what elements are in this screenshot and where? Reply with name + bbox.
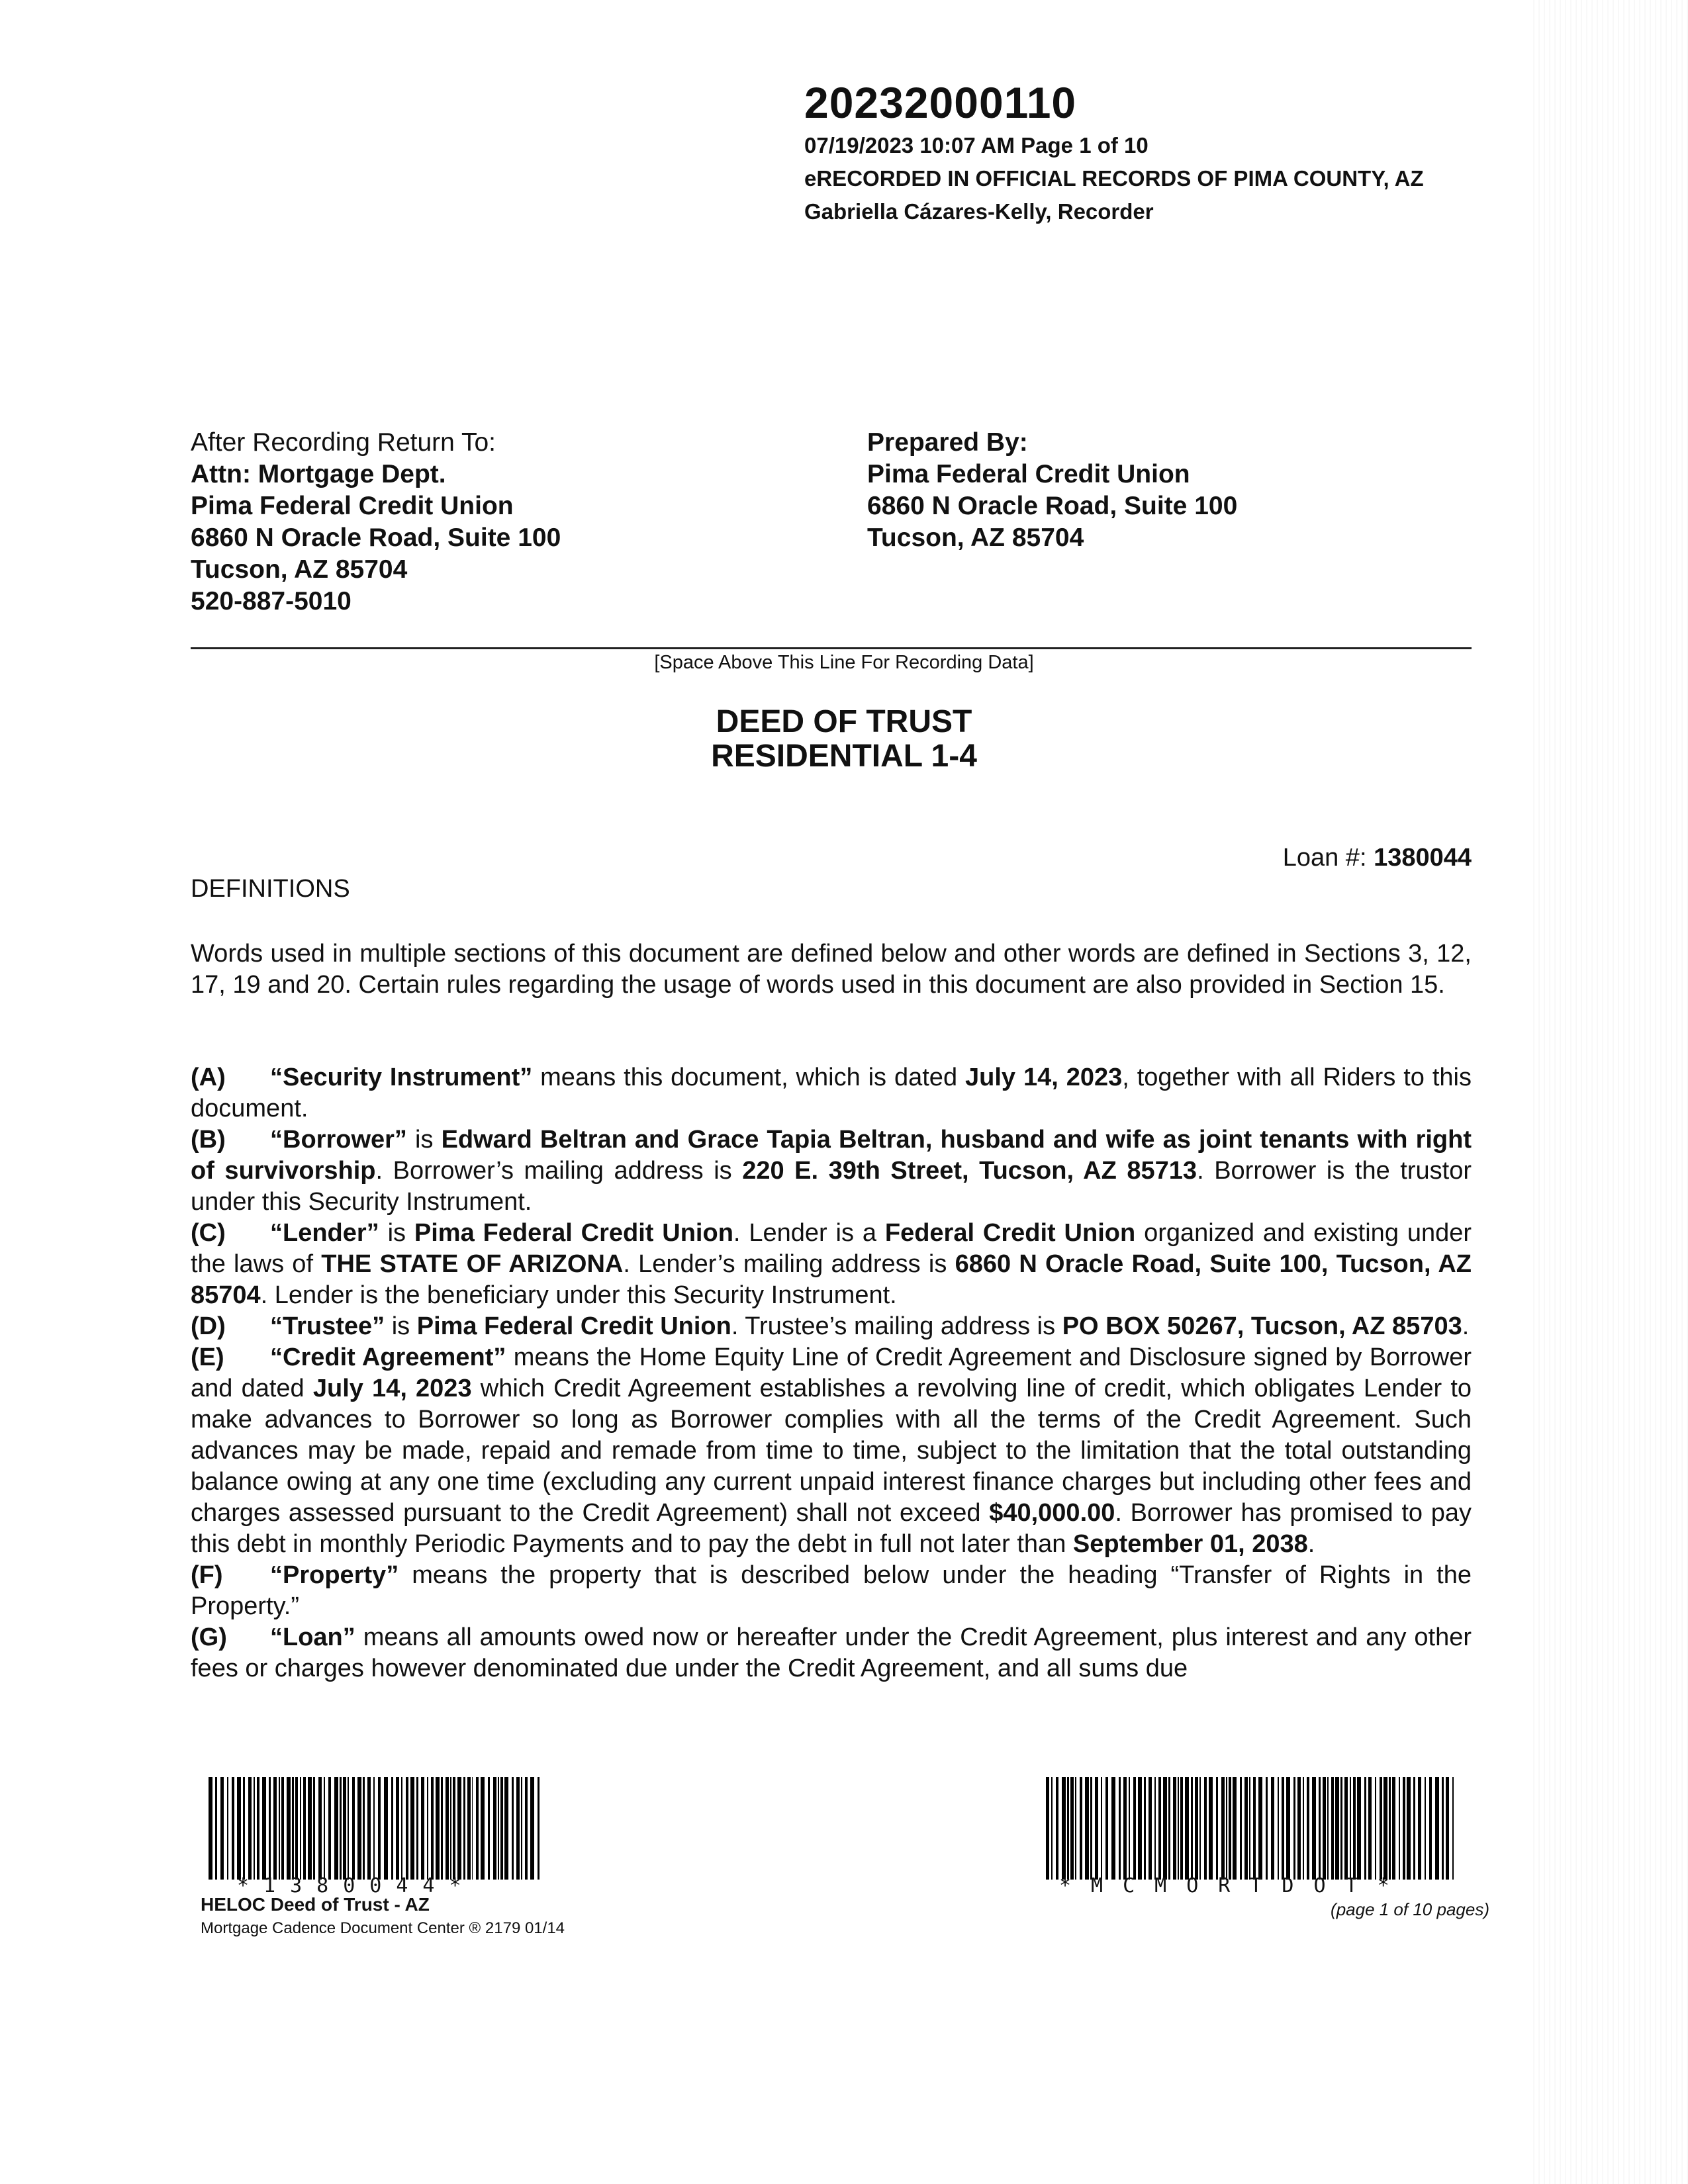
barcode-bar: [269, 1777, 271, 1880]
barcode-bar: [1085, 1777, 1089, 1880]
barcode-bar: [538, 1777, 539, 1880]
barcode-bar: [1353, 1777, 1356, 1880]
return-to-phone: 520-887-5010: [191, 587, 352, 615]
barcode-bar: [1075, 1777, 1076, 1880]
barcode-bar: [1180, 1777, 1183, 1880]
barcode-bar: [237, 1777, 241, 1880]
barcode-bar: [1435, 1777, 1439, 1880]
barcode-bar: [1119, 1777, 1121, 1880]
barcode-bar: [1185, 1777, 1189, 1880]
barcode-bar: [1158, 1777, 1161, 1880]
barcode-bar: [441, 1777, 443, 1880]
barcode-bar: [254, 1777, 255, 1880]
barcode-bar: [1407, 1777, 1411, 1880]
return-to-city: Tucson, AZ 85704: [191, 555, 408, 584]
prepared-by-street: 6860 N Oracle Road, Suite 100: [867, 492, 1238, 520]
barcode-bar: [516, 1777, 520, 1880]
barcode-bar: [1051, 1777, 1053, 1880]
barcode-bar: [1105, 1777, 1108, 1880]
barcode-bar: [1266, 1777, 1268, 1880]
barcode-bar: [313, 1777, 315, 1880]
loan-barcode-text: *1380044*: [237, 1874, 476, 1897]
barcode-bar: [1335, 1777, 1339, 1880]
barcode-bar: [1425, 1777, 1426, 1880]
erecorded-line: eRECORDED IN OFFICIAL RECORDS OF PIMA COUNTY, AZ: [804, 166, 1424, 191]
barcode-bar: [1163, 1777, 1167, 1880]
barcode-bar: [1090, 1777, 1092, 1880]
barcode-bar: [488, 1777, 490, 1880]
definition-d: (D) “Trustee” is Pima Federal Credit Union. Trustee’s mailing address is PO BOX 50267, Tucson, AZ 85703.: [191, 1312, 1470, 1340]
definition-e: (E) “Credit Agreement” means the Home Equity Line of Credit Agreement and Disclosure signed by Borrower and dated July 14, 2023 which Credit Agreement establishes a revolving line of credit, which obligates Lender to make advances to Borrower so long as Borrower complies with all the terms of the Credit Agreement. Such advances may be made, repaid and remade from time to time, subject to the limitation that the total outstanding balance owing at any one time (excluding any current unpaid interest finance charges but including other fees and charges assessed pursuant to the Credit Agreement) shall not exceed $40,000.00. Borrower has promised to pay this debt in monthly Periodic Payments and to pay the debt in full not later than September 01, 2038.: [191, 1343, 1472, 1558]
recorded-timestamp: 07/19/2023 10:07 AM Page 1 of 10: [804, 133, 1149, 158]
barcode-bar: [295, 1777, 299, 1880]
barcode-bar: [1056, 1777, 1058, 1880]
barcode-bar: [1229, 1777, 1231, 1880]
barcode-bar: [262, 1777, 266, 1880]
definition-b: (B) “Borrower” is Edward Beltran and Grace Tapia Beltran, husband and wife as joint tenants with right of survivorship. Borrower’s mailing address is 220 E. 39th Street, Tucson, AZ 85713. Borrower is the trustor under this Security Instrument.: [191, 1126, 1472, 1216]
barcode-bar: [308, 1777, 312, 1880]
barcode-bar: [1133, 1777, 1136, 1880]
barcode-bar: [273, 1777, 277, 1880]
title-line-1: DEED OF TRUST: [716, 704, 972, 739]
barcode-bar: [1067, 1777, 1069, 1880]
barcode-bar: [324, 1777, 325, 1880]
barcode-bar: [445, 1777, 449, 1880]
barcode-bar: [416, 1777, 418, 1880]
barcode-bar: [1233, 1777, 1237, 1880]
barcode-bar: [318, 1777, 322, 1880]
barcode-bar: [1357, 1777, 1361, 1880]
barcode-bar: [453, 1777, 455, 1880]
barcode-bar: [257, 1777, 259, 1880]
barcode-bar: [378, 1777, 381, 1880]
prepared-by-city: Tucson, AZ 85704: [867, 523, 1084, 552]
barcode-bar: [1331, 1777, 1334, 1880]
barcode-bar: [1344, 1777, 1348, 1880]
barcode-bar: [384, 1777, 388, 1880]
barcode-bar: [279, 1777, 280, 1880]
barcode-bar: [1282, 1777, 1284, 1880]
barcode-bar: [1199, 1777, 1201, 1880]
barcode-bar: [401, 1777, 402, 1880]
barcode-bar: [1278, 1777, 1279, 1880]
barcode-bar: [334, 1777, 338, 1880]
barcode-bar: [472, 1777, 473, 1880]
document-number: 20232000110: [804, 78, 1077, 127]
barcode-bar: [1253, 1777, 1256, 1880]
definition-c: (C) “Lender” is Pima Federal Credit Union. Lender is a Federal Credit Union organized and existing under the laws of THE STATE OF ARIZONA. Lender’s mailing address is 6860 N Oracle Road, Suite 100, Tucson, AZ 85704. Lender is the beneficiary under this Security Instrument.: [191, 1219, 1472, 1309]
form-barcode-text: *MCMORTDOT*: [1059, 1874, 1409, 1897]
barcode-bar: [1340, 1777, 1342, 1880]
barcode-bar: [1046, 1777, 1049, 1880]
barcode-bar: [1062, 1777, 1066, 1880]
recorder-line: Gabriella Cázares-Kelly, Recorder: [804, 199, 1154, 224]
barcode-bar: [500, 1777, 503, 1880]
barcode-bar: [292, 1777, 294, 1880]
barcode-bar: [1149, 1777, 1152, 1880]
barcode-bar: [1403, 1777, 1405, 1880]
barcode-bar: [481, 1777, 485, 1880]
barcode-bar: [1452, 1777, 1454, 1880]
barcode-bar: [1312, 1777, 1316, 1880]
loan-barcode: [209, 1777, 543, 1880]
barcode-bar: [1178, 1777, 1179, 1880]
barcode-bar: [1446, 1777, 1449, 1880]
barcode-bar: [220, 1777, 224, 1880]
barcode-bar: [1303, 1777, 1304, 1880]
barcode-bar: [512, 1777, 514, 1880]
barcode-bar: [243, 1777, 245, 1880]
barcode-bar: [1129, 1777, 1130, 1880]
definition-g: (G) “Loan” means all amounts owed now or hereafter under the Credit Agreement, plus interest and any other fees or charges however denominated due under the Credit Agreement, and all sums due: [191, 1623, 1472, 1682]
barcode-bar: [1350, 1777, 1351, 1880]
barcode-bar: [1319, 1777, 1321, 1880]
barcode-bar: [1286, 1777, 1290, 1880]
return-to-street: 6860 N Oracle Road, Suite 100: [191, 523, 561, 552]
barcode-bar: [1307, 1777, 1309, 1880]
barcode-bar: [1240, 1777, 1242, 1880]
barcode-bar: [1204, 1777, 1207, 1880]
barcode-bar: [1209, 1777, 1213, 1880]
barcode-bar: [391, 1777, 393, 1880]
return-to-heading: After Recording Return To:: [191, 428, 496, 457]
definitions-intro: Words used in multiple sections of this document are defined below and other words are defined in Sections 3, 12, 17, 19 and 20. Certain rules regarding the usage of words used in this document are also provided in Section 15.: [191, 940, 1472, 999]
barcode-bar: [1399, 1777, 1400, 1880]
barcode-bar: [1070, 1777, 1074, 1880]
barcode-bar: [1195, 1777, 1198, 1880]
loan-number: 1380044: [1374, 844, 1472, 872]
definitions-heading: DEFINITIONS: [191, 875, 350, 903]
barcode-bar: [525, 1777, 528, 1880]
return-to-name: Pima Federal Credit Union: [191, 492, 514, 520]
barcode-bar: [343, 1777, 346, 1880]
barcode-bar: [1389, 1777, 1391, 1880]
vendor-line: Mortgage Cadence Document Center ® 2179 01/14: [201, 1919, 565, 1937]
barcode-bar: [348, 1777, 349, 1880]
barcode-bar: [521, 1777, 522, 1880]
return-to-attn: Attn: Mortgage Dept.: [191, 460, 446, 488]
form-barcode: [1046, 1777, 1456, 1880]
form-name: HELOC Deed of Trust - AZ: [201, 1894, 430, 1915]
barcode-bar: [1138, 1777, 1142, 1880]
barcode-bar: [300, 1777, 301, 1880]
barcode-bar: [504, 1777, 508, 1880]
barcode-bar: [431, 1777, 434, 1880]
loan-label: Loan #:: [1282, 844, 1374, 872]
barcode-bar: [406, 1777, 408, 1880]
document-title: [0, 705, 1688, 774]
barcode-bar: [396, 1777, 399, 1880]
barcode-bar: [1364, 1777, 1366, 1880]
prepared-by-block: [867, 427, 1237, 554]
barcode-bar: [227, 1777, 228, 1880]
barcode-bar: [1297, 1777, 1301, 1880]
page-count: (page 1 of 10 pages): [1331, 1899, 1489, 1919]
barcode-bar: [498, 1777, 499, 1880]
barcode-bar: [467, 1777, 471, 1880]
barcode-bar: [1154, 1777, 1156, 1880]
barcode-bar: [1293, 1777, 1295, 1880]
barcode-bar: [1095, 1777, 1098, 1880]
barcode-bar: [1244, 1777, 1248, 1880]
barcode-bar: [1216, 1777, 1218, 1880]
barcode-bar: [436, 1777, 440, 1880]
title-line-2: RESIDENTIAL 1-4: [711, 739, 977, 774]
barcode-bar: [476, 1777, 479, 1880]
prepared-by-heading: Prepared By:: [867, 428, 1028, 457]
recording-space-caption: [Space Above This Line For Recording Data]: [654, 652, 1034, 673]
barcode-bar: [493, 1777, 496, 1880]
definition-f: (F) “Property” means the property that is described below under the heading “Transfer of Rights in the Property.”: [191, 1561, 1472, 1620]
barcode-bar: [1375, 1777, 1376, 1880]
barcode-bar: [1271, 1777, 1274, 1880]
recording-stamp: [804, 76, 1424, 228]
barcode-bar: [281, 1777, 284, 1880]
barcode-bar: [1173, 1777, 1176, 1880]
barcode-bar: [1249, 1777, 1250, 1880]
barcode-bar: [1380, 1777, 1382, 1880]
barcode-bar: [303, 1777, 306, 1880]
barcode-bar: [1191, 1777, 1193, 1880]
barcode-bar: [450, 1777, 451, 1880]
loan-number-line: [1283, 844, 1472, 872]
barcode-bar: [248, 1777, 252, 1880]
barcode-bar: [215, 1777, 217, 1880]
barcode-bar: [363, 1777, 365, 1880]
barcode-bar: [232, 1777, 234, 1880]
barcode-bar: [1327, 1777, 1329, 1880]
barcode-bar: [357, 1777, 361, 1880]
barcode-bar: [1101, 1777, 1102, 1880]
scan-edge-noise: [1529, 0, 1688, 2184]
barcode-bar: [1144, 1777, 1146, 1880]
barcode-bar: [1323, 1777, 1326, 1880]
barcode-bar: [530, 1777, 534, 1880]
prepared-by-name: Pima Federal Credit Union: [867, 460, 1190, 488]
definitions-list: [191, 1062, 1472, 1684]
barcode-bar: [1111, 1777, 1115, 1880]
barcode-bar: [1258, 1777, 1262, 1880]
barcode-bar: [421, 1777, 424, 1880]
barcode-bar: [1418, 1777, 1421, 1880]
barcode-bar: [340, 1777, 342, 1880]
barcode-bar: [1226, 1777, 1227, 1880]
barcode-bar: [367, 1777, 371, 1880]
definition-a: (A) “Security Instrument” means this document, which is dated July 14, 2023, together with all Riders to this document.: [191, 1064, 1472, 1122]
barcode-bar: [1429, 1777, 1432, 1880]
barcode-bar: [410, 1777, 414, 1880]
barcode-bar: [1413, 1777, 1415, 1880]
barcode-bar: [457, 1777, 461, 1880]
barcode-bar: [1368, 1777, 1372, 1880]
return-to-block: [191, 427, 561, 617]
barcode-bar: [1392, 1777, 1395, 1880]
barcode-bar: [328, 1777, 331, 1880]
barcode-bar: [1168, 1777, 1170, 1880]
barcode-bar: [373, 1777, 375, 1880]
barcode-bar: [287, 1777, 291, 1880]
barcode-bar: [209, 1777, 212, 1880]
barcode-bar: [427, 1777, 428, 1880]
barcode-bar: [1080, 1777, 1082, 1880]
barcode-bar: [1383, 1777, 1387, 1880]
recording-divider: [191, 647, 1472, 649]
barcode-bar: [1123, 1777, 1127, 1880]
barcode-bar: [1221, 1777, 1225, 1880]
barcode-bar: [352, 1777, 355, 1880]
barcode-bar: [463, 1777, 465, 1880]
barcode-bar: [1442, 1777, 1444, 1880]
